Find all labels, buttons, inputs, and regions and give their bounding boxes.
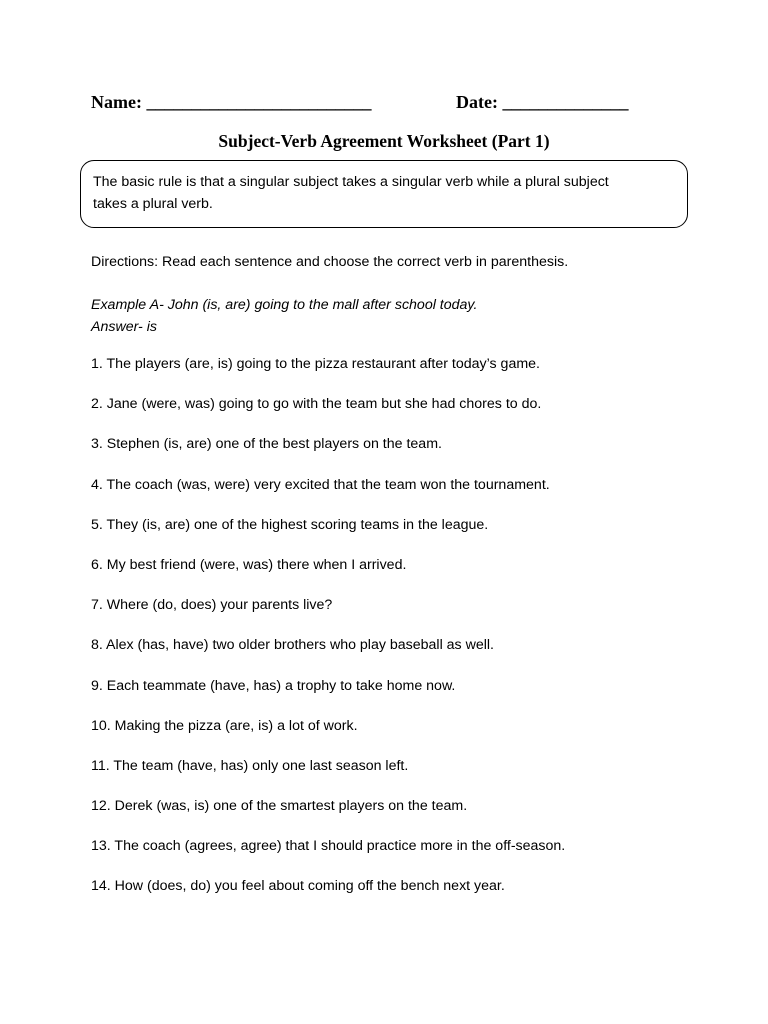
rule-text-line-1: The basic rule is that a singular subject takes a singular verb while a plural subject bbox=[93, 174, 609, 190]
rule-box bbox=[80, 160, 688, 228]
question-item: 8. Alex (has, have) two older brothers who play baseball as well. bbox=[91, 637, 494, 654]
question-item: 10. Making the pizza (are, is) a lot of work. bbox=[91, 717, 358, 734]
question-item: 13. The coach (agrees, agree) that I should practice more in the off-season. bbox=[91, 838, 566, 855]
example-block bbox=[91, 294, 477, 338]
question-item: 9. Each teammate (have, has) a trophy to take home now. bbox=[91, 677, 456, 694]
name-field-label: Name: _________________________ bbox=[91, 92, 372, 112]
question-list bbox=[91, 355, 565, 918]
question-item: 12. Derek (was, is) one of the smartest players on the team. bbox=[91, 798, 468, 815]
question-item: 5. They (is, are) one of the highest scoring teams in the league. bbox=[91, 516, 489, 533]
question-item: 7. Where (do, does) your parents live? bbox=[91, 597, 333, 614]
question-item: 3. Stephen (is, are) one of the best players on the team. bbox=[91, 436, 442, 453]
question-item: 4. The coach (was, were) very excited that the team won the tournament. bbox=[91, 476, 550, 493]
example-sentence: Example A- John (is, are) going to the mall after school today. bbox=[91, 297, 478, 313]
question-item: 6. My best friend (were, was) there when I arrived. bbox=[91, 556, 407, 573]
question-item: 2. Jane (were, was) going to go with the team but she had chores to do. bbox=[91, 396, 542, 413]
question-item: 11. The team (have, has) only one last season left. bbox=[91, 757, 409, 774]
directions-text: Directions: Read each sentence and choose the correct verb in parenthesis. bbox=[91, 254, 569, 270]
date-field-label: Date: ______________ bbox=[456, 92, 629, 112]
question-item: 1. The players (are, is) going to the pizza restaurant after today’s game. bbox=[91, 356, 540, 372]
example-answer: Answer- is bbox=[91, 319, 157, 335]
rule-text-line-2: takes a plural verb. bbox=[93, 196, 213, 212]
worksheet-title: Subject-Verb Agreement Worksheet (Part 1) bbox=[218, 131, 550, 151]
question-item: 14. How (does, do) you feel about coming off the bench next year. bbox=[91, 878, 505, 895]
